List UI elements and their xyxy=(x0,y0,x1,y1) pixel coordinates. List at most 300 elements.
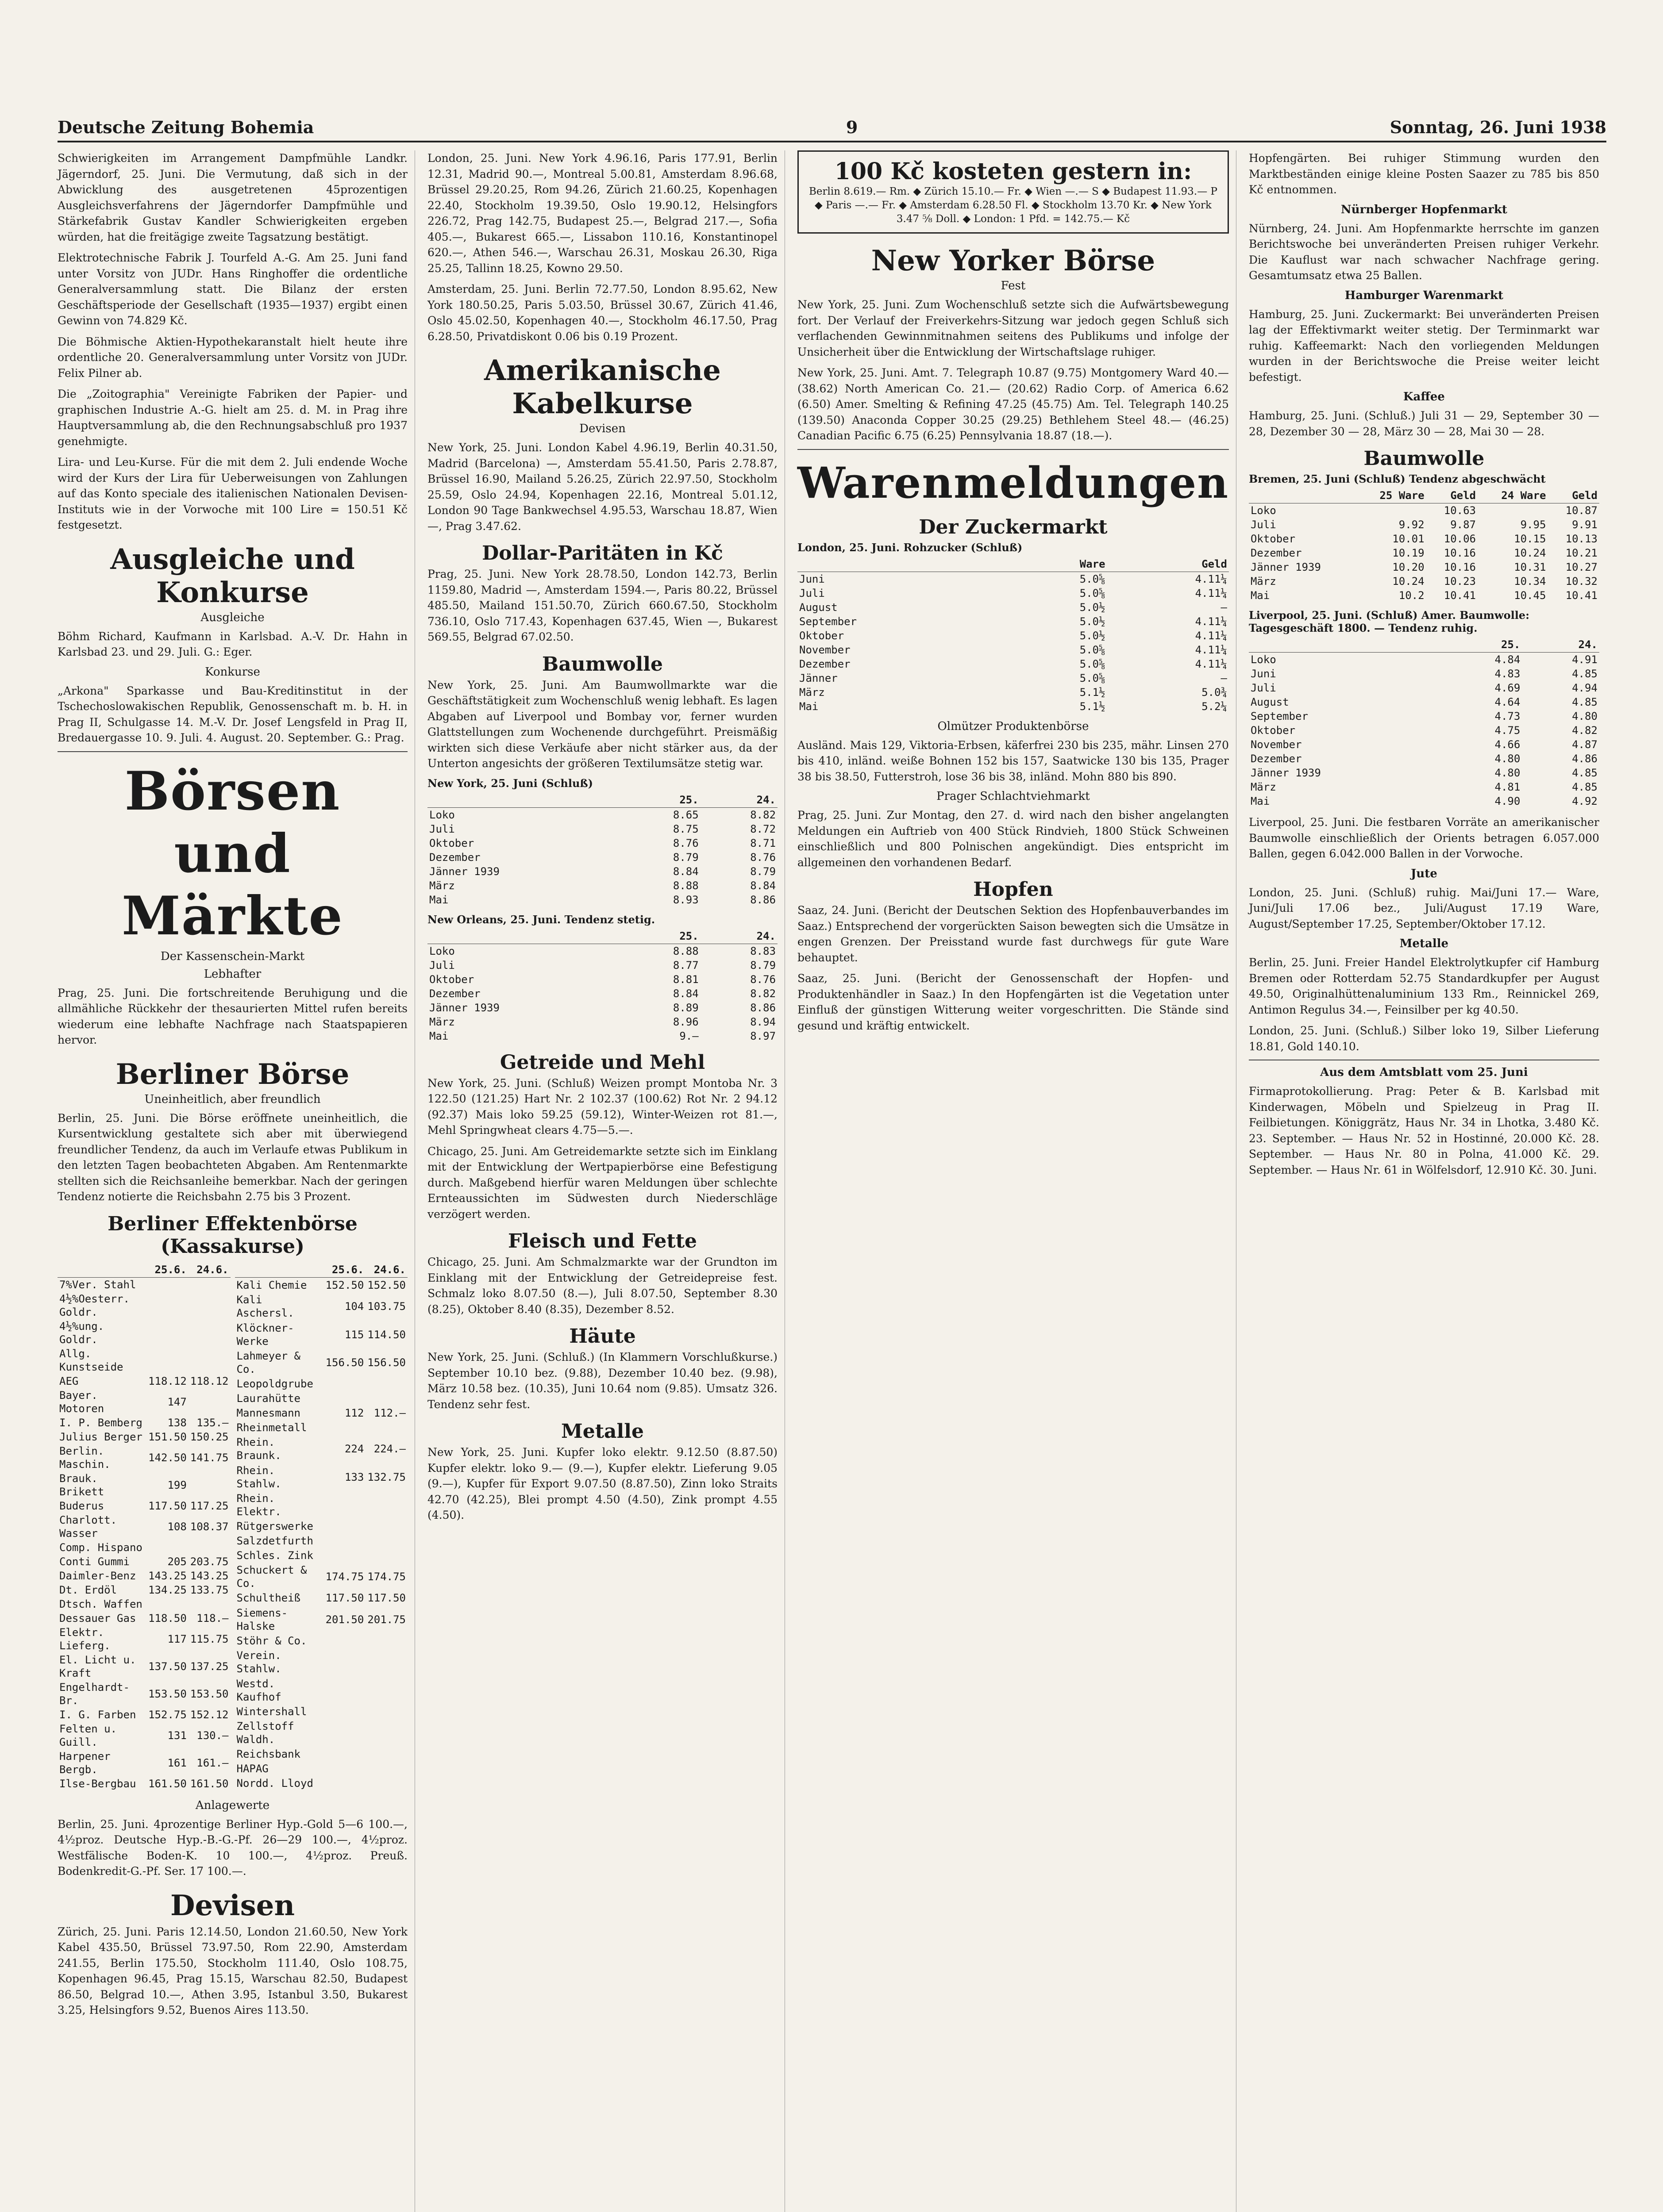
table-cell: 8.84 xyxy=(673,865,699,878)
box-title: 100 Kč kosteten gestern in: xyxy=(834,158,1192,185)
table-row xyxy=(235,1377,408,1391)
table-cell: Dt. Erdöl xyxy=(59,1583,117,1596)
table-cell: 147 xyxy=(167,1395,187,1408)
table-caption: New Orleans, 25. Juni. Tendenz stetig. xyxy=(427,913,655,926)
table-cell xyxy=(189,1319,231,1347)
section-heading: Der Zuckermarkt xyxy=(919,515,1108,538)
table-cell: Juli xyxy=(429,822,455,835)
table-row xyxy=(427,836,778,850)
table-row xyxy=(235,1776,408,1790)
table-cell: Stöhr & Co. xyxy=(236,1634,307,1647)
table-cell xyxy=(324,1747,366,1762)
table-row xyxy=(235,1534,408,1548)
table-cell: 4.85 xyxy=(1572,668,1598,680)
column-1 xyxy=(58,150,415,2212)
subheading: Fest xyxy=(1001,279,1026,293)
table-cell: Juni xyxy=(799,572,825,585)
table-cell xyxy=(366,1391,408,1406)
table-cell: 152.12 xyxy=(190,1708,229,1721)
table-row xyxy=(1249,695,1599,709)
table-row xyxy=(427,987,778,1001)
table-cell: Conti Gummi xyxy=(59,1555,130,1568)
table-cell: 8.94 xyxy=(750,1015,776,1028)
table-cell: 8.86 xyxy=(750,1001,776,1014)
table-cell: 132.75 xyxy=(367,1471,406,1483)
table-cell xyxy=(1356,503,1426,518)
table-cell: 142.50 xyxy=(148,1451,187,1464)
table-cell: 10.23 xyxy=(1444,575,1476,588)
table-row xyxy=(235,1391,408,1406)
table-cell: 4.80 xyxy=(1494,753,1521,765)
table-cell: 5.1½ xyxy=(1079,700,1105,713)
table-cell: Loko xyxy=(1250,504,1276,517)
table-cell: Jänner xyxy=(799,672,838,684)
table-cell: 8.96 xyxy=(673,1015,699,1028)
table-cell: 161.— xyxy=(196,1756,229,1769)
article-paragraph: Prag, 25. Juni. Zur Montag, den 27. d. wird nach den bisher angelangten Meldungen ein Auftrieb von 400 Stück Rindvieh, 1800 Stück Schweinen einschließlich und 800 Polnischen angekündigt. Dies entspricht im allgemeinen den vorhandenen Bedarf. xyxy=(797,809,1229,869)
table-cell: — xyxy=(1220,601,1227,614)
table-row xyxy=(58,1277,231,1292)
section-heading: Ausgleiche und Konkurse xyxy=(110,542,355,609)
divider xyxy=(58,751,408,752)
table-cell: Juli xyxy=(799,587,825,599)
table-row xyxy=(58,1347,231,1374)
table-header-cell: 25. xyxy=(1445,637,1522,653)
table-cell: 10.06 xyxy=(1444,533,1476,545)
table-cell: — xyxy=(1220,672,1227,684)
table-cell: 156.50 xyxy=(367,1356,406,1369)
table-cell: Kali Aschersl. xyxy=(236,1294,294,1319)
table-cell: 10.19 xyxy=(1392,547,1424,559)
table-cell: September xyxy=(1250,710,1309,722)
column-3 xyxy=(797,150,1236,2212)
table-cell: 5.2¼ xyxy=(1201,700,1227,713)
table-row xyxy=(797,629,1229,643)
table-cell xyxy=(366,1676,408,1705)
table-row xyxy=(235,1762,408,1776)
table-cell: 4.84 xyxy=(1494,653,1521,666)
table-header-row xyxy=(1249,488,1599,503)
table-cell: Westd. Kaufhof xyxy=(236,1677,281,1703)
table-cell: Zellstoff Waldh. xyxy=(236,1720,294,1746)
table-row xyxy=(235,1648,408,1676)
table-cell: Jänner 1939 xyxy=(1250,767,1321,779)
article-paragraph: New York, 25. Juni. Am Baumwollmarkte war die Geschäftstätigkeit zum Wochenschluß wenig lebhaft. Es lagen Abgaben auf Liverpool und Bombay vor, ferner wurden Glattstellungen zum Wochenende durchgeführt. Preismäßig wirkten sich diese Verkäufe aber nicht stärker aus, da der Unterton angesichts der größeren Textilumsätze stetig war. xyxy=(427,678,778,770)
table-cell: Jänner 1939 xyxy=(1250,561,1321,573)
table-cell: Berlin. Maschin. xyxy=(59,1444,111,1471)
table-cell: Mai xyxy=(1250,795,1270,807)
column-4 xyxy=(1249,150,1606,2212)
article-paragraph: London, 25. Juni. (Schluß) ruhig. Mai/Juni 17.— Ware, Juni/Juli 17.06 bez., Juli/August 17.19 Ware, August/September 17.25, September/Oktober 17.12. xyxy=(1248,886,1599,930)
table-caption: New York, 25. Juni (Schluß) xyxy=(427,776,593,790)
table-cell: 10.20 xyxy=(1392,561,1424,573)
section-heading: New Yorker Börse xyxy=(871,244,1155,278)
table-cell: 152.75 xyxy=(148,1708,187,1721)
section-heading: Dollar-Paritäten in Kč xyxy=(482,542,723,565)
table-cell xyxy=(366,1747,408,1762)
table-cell xyxy=(366,1548,408,1563)
section-heading: Amerikanische Kabelkurse xyxy=(484,354,721,420)
table-cell: 10.24 xyxy=(1514,547,1546,559)
table-cell: 118.— xyxy=(196,1612,229,1624)
table-cell: 10.27 xyxy=(1565,561,1598,573)
table-cell xyxy=(324,1719,366,1747)
table-cell: 5.1½ xyxy=(1079,686,1105,699)
table-cell: El. Licht u. Kraft xyxy=(59,1653,136,1679)
table-row xyxy=(58,1444,231,1471)
table-cell xyxy=(324,1648,366,1676)
table-cell xyxy=(324,1420,366,1435)
subheading: Metalle xyxy=(1399,937,1449,950)
article-paragraph: Chicago, 25. Juni. Am Schmalzmarkte war der Grundton im Einklang mit der Entwicklung der Getreidepreise fest. Schmalz loko 8.07.50 (8.—), Juli 8.07.50, September 8.30 (8.25), Oktober 8.40 (8.35), Dezember 8.52. xyxy=(427,1256,778,1316)
table-cell: Leopoldgrube xyxy=(236,1378,313,1390)
section-heading: Berliner Effektenbörse (Kassakurse) xyxy=(108,1212,358,1258)
table-cell: Lahmeyer & Co. xyxy=(236,1350,300,1376)
table-cell: 10.2 xyxy=(1398,589,1424,602)
table-row xyxy=(235,1591,408,1605)
table-row xyxy=(1249,560,1599,574)
table-row xyxy=(427,1001,778,1015)
newspaper-title: Deutsche Zeitung Bohemia xyxy=(58,117,314,137)
table-cell: Dtsch. Waffen xyxy=(59,1598,142,1610)
table-cell: Loko xyxy=(1250,653,1276,666)
table-cell xyxy=(366,1719,408,1747)
article-paragraph: New York, 25. Juni. (Schluß.) (In Klammern Vorschlußkurse.) September 10.10 bez. (9.88), Dezember 10.40 bez. (9.98), März 10.58 bez. (10.35), Juni 10.64 nom (9.85). Umsatz 326. Tendenz sehr fest. xyxy=(427,1351,778,1411)
table-header-row xyxy=(235,1262,408,1278)
table-cell: 103.75 xyxy=(367,1300,406,1313)
table-row xyxy=(58,1749,231,1777)
table-header-cell: 25. xyxy=(623,792,700,808)
table-row xyxy=(58,1597,231,1611)
table-cell: 8.76 xyxy=(673,837,699,849)
columns xyxy=(58,150,1606,2212)
table-header-cell: 24. xyxy=(1522,637,1599,653)
subheading: Olmützer Produktenbörse xyxy=(937,719,1089,733)
table-header-cell xyxy=(427,792,623,808)
table-cell: 161.50 xyxy=(190,1777,229,1790)
table-header-row xyxy=(58,1262,231,1278)
table-row xyxy=(58,1555,231,1569)
table-row xyxy=(1249,588,1599,603)
table-cell xyxy=(366,1704,408,1719)
table-cell xyxy=(366,1377,408,1391)
table-row xyxy=(1249,667,1599,681)
table-row xyxy=(1249,574,1599,588)
table-row xyxy=(235,1548,408,1563)
table-cell: 10.41 xyxy=(1444,589,1476,602)
stock-table-pair xyxy=(58,1260,408,1797)
table-row xyxy=(797,657,1229,671)
table-row xyxy=(58,1292,231,1319)
table-cell: 112.— xyxy=(373,1407,406,1420)
table-row xyxy=(797,699,1229,714)
table-cell: Jänner 1939 xyxy=(429,1001,500,1014)
article-paragraph: Böhm Richard, Kaufmann in Karlsbad. A.-V. Dr. Hahn in Karlsbad 23. und 29. Juli. G.: Eger. xyxy=(58,630,408,658)
table-header-cell: 25. xyxy=(623,929,700,944)
table-cell: November xyxy=(799,643,851,656)
table-cell: 4½%ung. Goldr. xyxy=(59,1320,104,1346)
cotton-table xyxy=(427,929,778,1043)
table-cell xyxy=(324,1377,366,1391)
table-row xyxy=(58,1499,231,1513)
subheading: Hamburger Warenmarkt xyxy=(1344,288,1504,302)
table-caption: Liverpool, 25. Juni. (Schluß) Amer. Baumwolle: Tagesgeschäft 1800. — Tendenz ruhig. xyxy=(1248,609,1530,634)
table-cell: 5.0½ xyxy=(1079,601,1105,614)
table-cell: Oktober xyxy=(429,973,474,986)
table-cell: 9.91 xyxy=(1572,518,1598,531)
table-cell: Mannesmann xyxy=(236,1407,300,1420)
table-cell: 4.64 xyxy=(1494,696,1521,708)
table-row xyxy=(58,1625,231,1653)
table-cell: 141.75 xyxy=(190,1451,229,1464)
table-cell: Oktober xyxy=(1250,724,1296,737)
table-cell: Juni xyxy=(1250,668,1276,680)
subheading: Anlagewerte xyxy=(195,1798,270,1812)
article-paragraph: Berlin, 25. Juni. Freier Handel Elektrolytkupfer cif Hamburg Bremen oder Rotterdam 52.75 Standardkupfer per August 49.50, Originalhüttenaluminium 133 Rm., Reinnickel 269, Antimon Regulus 34.—, Feinsilber per kg 40.50. xyxy=(1248,956,1599,1016)
subheading: Der Kassenschein-Markt xyxy=(160,949,305,963)
table-cell xyxy=(366,1776,408,1790)
table-cell: 5.0⅝ xyxy=(1079,587,1105,599)
table-cell: März xyxy=(429,879,455,892)
table-cell: Schles. Zink xyxy=(236,1549,313,1562)
table-cell: Oktober xyxy=(799,629,844,642)
table-row xyxy=(1249,737,1599,752)
table-row xyxy=(427,879,778,893)
table-cell: 152.50 xyxy=(325,1279,364,1291)
table-cell: 153.50 xyxy=(148,1687,187,1700)
table-row xyxy=(1249,518,1599,532)
table-header-cell xyxy=(1249,488,1356,503)
article-paragraph: Die Böhmische Aktien-Hypothekaranstalt hielt heute ihre ordentliche 20. Generalversammlung unter Vorsitz von JUDr. Felix Pilner ab. xyxy=(58,335,408,380)
exchange-rate-box xyxy=(797,150,1229,234)
table-cell: Ilse-Bergbau xyxy=(59,1777,136,1790)
section-heading: Devisen xyxy=(170,1889,295,1922)
table-cell: 205 xyxy=(167,1555,187,1568)
table-header-cell xyxy=(235,1262,324,1278)
article-paragraph: New York, 25. Juni. Kupfer loko elektr. 9.12.50 (8.87.50) Kupfer elektr. loko 9.— (9.—), Kupfer elektr. Lieferung 9.05 (9.—), Kupfer für Export 9.07.50 (8.87.50), Zinn loko Straits 42.70 (42.25), Blei prompt 4.50 (4.50), Zink prompt 4.55 (4.50). xyxy=(427,1446,778,1521)
table-cell xyxy=(324,1491,366,1519)
table-cell: Mai xyxy=(1250,589,1270,602)
table-cell: I. G. Farben xyxy=(59,1708,136,1721)
table-cell: 135.— xyxy=(196,1416,229,1429)
table-cell: 108 xyxy=(167,1520,187,1533)
table-cell xyxy=(189,1471,231,1499)
table-cell: Laurahütte xyxy=(236,1392,300,1405)
table-cell: Schultheiß xyxy=(236,1592,300,1605)
subheading: Jute xyxy=(1411,867,1437,880)
table-cell xyxy=(146,1292,189,1319)
table-cell: 5.0¾ xyxy=(1201,686,1227,699)
table-row xyxy=(797,671,1229,685)
table-cell: 8.77 xyxy=(673,959,699,972)
table-cell: 4.92 xyxy=(1572,795,1598,807)
table-cell: 4.85 xyxy=(1572,696,1598,708)
table-row xyxy=(58,1722,231,1749)
table-cell: 224.— xyxy=(373,1443,406,1455)
table-cell xyxy=(366,1648,408,1676)
sugar-table xyxy=(797,557,1229,714)
article-paragraph: London, 25. Juni. New York 4.96.16, Paris 177.91, Berlin 12.31, Madrid 90.—, Montreal 5.00.81, Amsterdam 8.96.68, Brüssel 29.20.25, Rom 94.26, Zürich 21.60.25, Kopenhagen 22.40, Stockholm 19.39.50, Oslo 19.90.12, Helsingfors 226.72, Prag 142.75, Budapest 25.—, Belgrad 217.—, Sofia 405.—, Bukarest 665.—, Lissabon 110.16, Konstantinopel 620.—, Athen 546.—, Warschau 26.31, Moskau 26.30, Riga 25.25, Tallinn 18.25, Kowno 29.50. xyxy=(427,152,778,275)
table-cell: Verein. Stahlw. xyxy=(236,1649,281,1675)
table-cell: 5.0½ xyxy=(1079,615,1105,628)
article-paragraph: Saaz, 25. Juni. (Bericht der Genossenschaft der Hopfen- und Produktenhändler in Saaz.) In den Hopfengärten ist die Vegetation unter Einfluß der günstigen Witterung weiter vorgeschritten. Die Stände sind gesund und kräftig entwickelt. xyxy=(797,972,1229,1032)
table-cell: Juli xyxy=(1250,682,1276,694)
article-paragraph: Liverpool, 25. Juni. Die festbaren Vorräte an amerikanischer Baumwolle einschließlich der Orients betragen 6.057.000 Ballen, gegen 6.042.000 Ballen in der Vorwoche. xyxy=(1248,816,1599,860)
table-cell: Rhein. Elektr. xyxy=(236,1492,281,1518)
table-cell: 118.12 xyxy=(148,1375,187,1387)
table-cell: Felten u. Guill. xyxy=(59,1722,117,1748)
article-paragraph: Die „Zoitographia" Vereinigte Fabriken der Papier- und graphischen Industrie A.-G. hielt am 25. d. M. in Prag ihre Hauptversammlung ab, die den Rechnungsabschluß pro 1937 genehmigte. xyxy=(58,388,408,448)
article-paragraph: Chicago, 25. Juni. Am Getreidemarkte setzte sich im Einklang mit der Entwicklung der Wertpapierbörse eine Befestigung durch. Maßgebend hierfür waren Meldungen über schlechte Ernteaussichten im Südwesten durch Niederschläge verzögert werden. xyxy=(427,1144,778,1221)
table-cell: 8.71 xyxy=(750,837,776,849)
article-paragraph: Hamburg, 25. Juni. (Schluß.) Juli 31 — 29, September 30 — 28, Dezember 30 — 28, März 30 — 28, Mai 30 — 28. xyxy=(1248,409,1599,438)
table-cell: Siemens-Halske xyxy=(236,1606,288,1632)
table-cell: 152.50 xyxy=(367,1279,406,1291)
table-cell: Schuckert & Co. xyxy=(236,1564,307,1590)
table-row xyxy=(235,1406,408,1421)
table-cell: 8.89 xyxy=(673,1001,699,1014)
table-cell: 5.0⅝ xyxy=(1079,657,1105,670)
table-row xyxy=(235,1605,408,1634)
subheading: Nürnberger Hopfenmarkt xyxy=(1341,203,1507,216)
table-cell xyxy=(189,1277,231,1292)
table-cell: 112 xyxy=(344,1407,364,1420)
table-cell xyxy=(146,1347,189,1374)
table-row xyxy=(797,572,1229,586)
table-cell: Wintershall xyxy=(236,1705,307,1718)
table-cell xyxy=(366,1519,408,1534)
table-cell: 137.25 xyxy=(190,1660,229,1673)
table-cell xyxy=(189,1540,231,1555)
table-cell: Kali Chemie xyxy=(236,1279,307,1291)
table-cell: 10.16 xyxy=(1444,547,1476,559)
table-cell: Allg. Kunstseide xyxy=(59,1347,123,1373)
table-row xyxy=(235,1633,408,1648)
article-paragraph: New York, 25. Juni. (Schluß) Weizen prompt Montoba Nr. 3 122.50 (121.25) Hart Nr. 2 102.37 (100.62) Rot Nr. 2 94.12 (92.37) Mais loko 59.25 (59.12), Winter-Weizen rot 81.—, Mehl Springwheat clears 4.75—5.—. xyxy=(427,1076,778,1137)
table-row xyxy=(58,1680,231,1708)
table-cell xyxy=(146,1319,189,1347)
table-cell: 4.11¼ xyxy=(1195,643,1227,656)
table-cell: 4.82 xyxy=(1572,724,1598,737)
table-cell: 8.97 xyxy=(750,1029,776,1042)
table-cell: 8.83 xyxy=(750,945,776,957)
table-header-row xyxy=(427,792,778,808)
table-row xyxy=(58,1374,231,1388)
table-cell: Daimler-Benz xyxy=(59,1569,136,1582)
table-row xyxy=(1249,780,1599,794)
table-cell: März xyxy=(1250,781,1276,793)
table-cell: Harpener Bergb. xyxy=(59,1750,111,1776)
table-cell: 4.87 xyxy=(1572,738,1598,751)
table-cell: August xyxy=(1250,696,1289,708)
table-cell: Oktober xyxy=(1250,533,1296,545)
table-cell: Mai xyxy=(429,1029,449,1042)
table-cell: 201.50 xyxy=(325,1613,364,1626)
table-cell: Rhein. Stahlw. xyxy=(236,1464,281,1490)
table-header-cell: Geld xyxy=(1548,488,1599,503)
table-row xyxy=(235,1292,408,1321)
table-cell: Salzdetfurth xyxy=(236,1535,313,1548)
table-row xyxy=(58,1388,231,1416)
article-paragraph: Schwierigkeiten im Arrangement Dampfmühle Landkr. Jägerndorf, 25. Juni. Die Vermutung, daß sich in der Abwicklung des ausgetretenen 45prozentigen Ausgleichsverfahrens der Jägerndorfer Dampfmühle und Stärkefabrik Gustav Kandler Schwierigkeiten ergeben würden, hat die freitägige zweite Tagsatzung bestätigt. xyxy=(58,152,408,243)
table-cell: 224 xyxy=(344,1443,364,1455)
table-cell: März xyxy=(429,1015,455,1028)
table-cell: März xyxy=(799,686,825,699)
table-row xyxy=(58,1319,231,1347)
article-paragraph: New York, 25. Juni. Zum Wochenschluß setzte sich die Aufwärtsbewegung fort. Der Verlauf der Freiverkehrs-Sitzung war jedoch gegen Schluß sich verflachenden Gewinnmitnahmen seitens des Publikums und infolge der Unsicherheit über die Entwicklung der Wirtschaftslage ruhiger. xyxy=(797,298,1229,358)
table-cell: 4.81 xyxy=(1494,781,1521,793)
table-cell: Dezember xyxy=(1250,753,1302,765)
table-cell: 4.11¼ xyxy=(1195,587,1227,599)
table-row xyxy=(235,1278,408,1292)
table-row xyxy=(1249,653,1599,667)
table-header-cell: Ware xyxy=(1007,557,1107,572)
table-header-cell: Geld xyxy=(1426,488,1478,503)
table-cell: 133.75 xyxy=(190,1583,229,1596)
table-cell: AEG xyxy=(59,1375,79,1387)
table-cell: 4.11¼ xyxy=(1195,657,1227,670)
cotton-table xyxy=(1249,637,1599,808)
table-row xyxy=(427,972,778,987)
table-cell: Juli xyxy=(429,959,455,972)
table-cell xyxy=(189,1292,231,1319)
table-cell: Dezember xyxy=(1250,547,1302,559)
table-cell: 118.12 xyxy=(190,1375,229,1387)
table-header-cell: 24.6. xyxy=(189,1262,231,1278)
table-header-cell xyxy=(797,557,1007,572)
table-cell: 138 xyxy=(167,1416,187,1429)
table-cell: 117.25 xyxy=(190,1499,229,1512)
article-paragraph: Nürnberg, 24. Juni. Am Hopfenmarkte herrschte im ganzen Berichtswoche bei unveränderten Preisen ruhiger Verkehr. Die Kauflust war nach schwacher Nachfrage gering. Gesamtumsatz etwa 25 Ballen. xyxy=(1248,222,1599,282)
table-cell: 4.11¼ xyxy=(1195,615,1227,628)
table-row xyxy=(58,1471,231,1499)
table-cell xyxy=(146,1277,189,1292)
table-row xyxy=(58,1611,231,1625)
table-cell: 4.69 xyxy=(1494,682,1521,694)
table-header-cell: 25.6. xyxy=(146,1262,189,1278)
table-cell: 5.0½ xyxy=(1079,629,1105,642)
section-title-main: Börsen und Märkte xyxy=(122,760,343,947)
table-cell: Dezember xyxy=(429,987,481,1000)
table-cell: Juli xyxy=(1250,518,1276,531)
section-heading: Berliner Börse xyxy=(115,1057,350,1091)
table-header-cell: 24.6. xyxy=(366,1262,408,1278)
table-cell: Comp. Hispano xyxy=(59,1541,142,1554)
table-cell xyxy=(324,1548,366,1563)
table-row xyxy=(1249,503,1599,518)
table-cell: 104 xyxy=(344,1300,364,1313)
table-cell: 10.41 xyxy=(1565,589,1598,602)
table-cell: November xyxy=(1250,738,1302,751)
table-cell: 9.95 xyxy=(1520,518,1546,531)
table-cell: 130.— xyxy=(196,1729,229,1742)
table-cell: 8.76 xyxy=(750,973,776,986)
article-paragraph: New York, 25. Juni. Amt. 7. Telegraph 10.87 (9.75) Montgomery Ward 40.— (38.62) North American Co. 21.— (20.62) Radio Corp. of America 6.62 (6.50) Amer. Smelting & Refining 47.25 (45.75) Am. Tel. Telegraph 140.25 (139.50) Anaconda Copper 30.25 (29.25) Bethlehem Steel 48.— (46.25) Canadian Pacific 6.75 (6.25) Pennsylvania 18.87 (18.—). xyxy=(797,366,1229,442)
table-cell: August xyxy=(799,601,838,614)
table-cell: 8.84 xyxy=(750,879,776,892)
table-cell xyxy=(366,1633,408,1648)
table-cell: 4.86 xyxy=(1572,753,1598,765)
table-cell: 4½%Oesterr. Goldr. xyxy=(59,1292,130,1318)
article-paragraph: Firmaprotokollierung. Prag: Peter & B. Karlsbad mit Kinderwagen, Möbeln und Spielzeug in Prag II. Feilbietungen. Königgrätz, Haus Nr. 34 in Lhotka, 3.480 Kč. 23. September. — Haus Nr. 52 in Hostinné, 20.000 Kč. 28. September. — Haus Nr. 80 in Polna, 41.000 Kč. 29. September. — Haus Nr. 61 in Wölfelsdorf, 12.910 Kč. 30. Juni. xyxy=(1248,1085,1599,1176)
table-row xyxy=(58,1583,231,1597)
table-cell: 10.63 xyxy=(1444,504,1476,517)
table-row xyxy=(58,1416,231,1430)
table-cell: Klöckner-Werke xyxy=(236,1321,294,1348)
table-cell: Bayer. Motoren xyxy=(59,1389,104,1415)
table-cell: 8.81 xyxy=(673,973,699,986)
table-cell: 8.72 xyxy=(750,822,776,835)
